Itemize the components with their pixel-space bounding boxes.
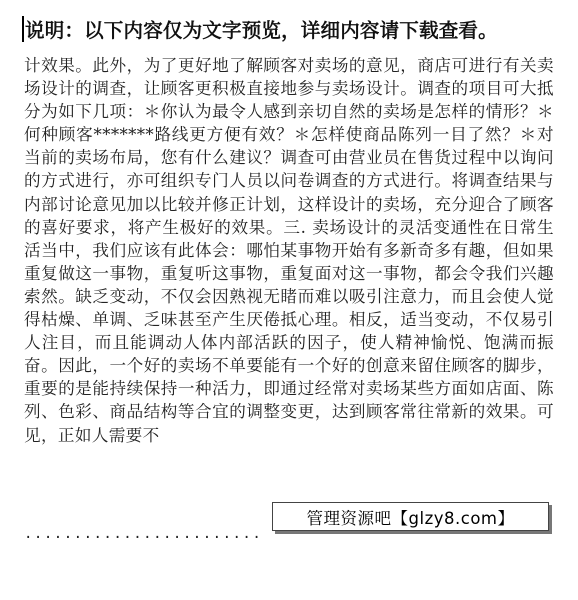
text-cursor [22, 16, 24, 42]
preview-notice-text: 说明：以下内容仅为文字预览，详细内容请下载查看。 [25, 19, 498, 42]
document-body-text: 计效果。此外，为了更好地了解顾客对卖场的意见，商店可进行有关卖场设计的调查，让顾客更积极直接地参与卖场设计。调查的项目可大抵分为如下几项：＊你认为最令人感到亲切自然的卖场是怎样的情形？＊何种顾客*******路线更方便有效？＊怎样使商品陈列一目了然？＊对当前的卖场布局，您有什么建议？调查可由营业员在售货过程中以询问的方式进行，亦可组织专门人员以问卷调查的方式进行。将调查结果与内部讨论意见加以比较并修正计划，这样设计的卖场，充分迎合了顾客的喜好要求，将产生极好的效果。三. 卖场设计的灵活变通性在日常生活当中，我们应该有此体会：哪怕某事物开始有多新奇多有趣，但如果重复做这一事物，重复听这事物，重复面对这一事物，都会令我们兴趣索然。缺乏变动，不仅会因熟视无睹而难以吸引注意力，而且会使人觉得枯燥、单调、乏味甚至产生厌倦抵心理。相反，适当变动，不仅易引人注目，而且能调动人体内部活跃的因子，使人精神愉悦、饱满而振奋。因此，一个好的卖场不单要能有一个好的创意来留住顾客的脚步，重要的是能持续保持一种活力，即通过经常对卖场某些方面如店面、陈列、色彩、商品结构等合宜的调整变更，达到顾客常往常新的效果。可见，正如人需要不 [24, 56, 554, 445]
truncation-ellipsis: ························ [24, 530, 263, 546]
preview-notice-header [22, 14, 572, 44]
watermark-label: 管理资源吧【glzy8.com】 [272, 502, 549, 531]
